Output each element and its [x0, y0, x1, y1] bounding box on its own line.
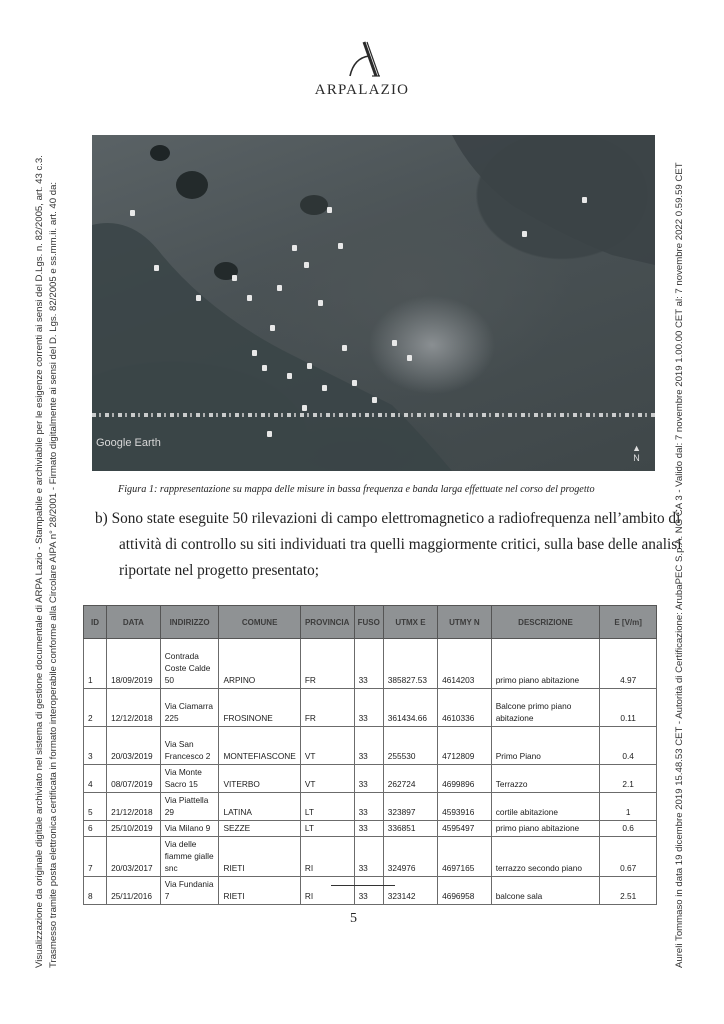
col-header-fuso: FUSO — [354, 606, 383, 639]
cell-descrizione: Primo Piano — [491, 727, 600, 765]
logo-a-icon — [342, 40, 382, 80]
measurement-pin — [392, 340, 397, 346]
measurement-pin — [292, 245, 297, 251]
table-row — [84, 727, 657, 765]
scan-artifact-stripe — [92, 413, 655, 417]
cell-provincia: FR — [300, 639, 354, 689]
cell-id: 3 — [84, 727, 107, 765]
cell-provincia: RI — [300, 877, 354, 905]
cell-id: 4 — [84, 765, 107, 793]
cell-comune: LATINA — [219, 793, 300, 821]
cell-e-field: 4.97 — [600, 639, 657, 689]
cell-id: 7 — [84, 837, 107, 877]
logo-name: ARPALAZIO — [314, 82, 410, 98]
cell-utmx: 324976 — [383, 837, 437, 877]
measurement-pin — [247, 295, 252, 301]
cell-data: 12/12/2018 — [107, 689, 161, 727]
measurement-pin — [352, 380, 357, 386]
measurements-table — [83, 605, 657, 905]
cell-e-field: 0.4 — [600, 727, 657, 765]
cell-utmx: 262724 — [383, 765, 437, 793]
cell-comune: SEZZE — [219, 821, 300, 837]
cell-data: 20/03/2019 — [107, 727, 161, 765]
measurement-pin — [196, 295, 201, 301]
col-header-comune: COMUNE — [219, 606, 300, 639]
cell-comune: VITERBO — [219, 765, 300, 793]
cell-provincia: VT — [300, 727, 354, 765]
north-indicator — [632, 443, 641, 463]
cell-id: 5 — [84, 793, 107, 821]
paragraph-line-3: riportate nel progetto presentato; — [119, 562, 320, 579]
measurement-pin — [338, 243, 343, 249]
cell-indirizzo: Via delle fiamme gialle snc — [160, 837, 219, 877]
table-row — [84, 765, 657, 793]
col-header-indirizzo: INDIRIZZO — [160, 606, 219, 639]
coastline-shape — [92, 135, 655, 471]
table-row — [84, 877, 657, 905]
table-row — [84, 793, 657, 821]
cell-utmy: 4595497 — [438, 821, 492, 837]
cell-provincia: LT — [300, 821, 354, 837]
measurement-pin — [372, 397, 377, 403]
table-header-row — [84, 606, 657, 639]
cell-comune: ARPINO — [219, 639, 300, 689]
cell-fuso: 33 — [354, 793, 383, 821]
col-header-utmy: UTMY N — [438, 606, 492, 639]
measurement-pin — [327, 207, 332, 213]
measurement-pin — [522, 231, 527, 237]
cell-provincia: VT — [300, 765, 354, 793]
measurement-pin — [287, 373, 292, 379]
cell-descrizione: cortile abitazione — [491, 793, 600, 821]
cell-e-field: 2.1 — [600, 765, 657, 793]
digital-signature-line: Aureli Tommaso in data 19 dicembre 2019 15.48.53 CET - Autorità di Certificazione: ArubaPEC S.p.A. NG CA 3 - Valido dal: 7 novembre 2019 1.00.00 CET al: 7 novembre 2022 0.59.59 CET — [674, 162, 685, 968]
north-arrow-icon: ▲ — [632, 443, 641, 453]
measurement-pin — [307, 363, 312, 369]
cell-provincia: RI — [300, 837, 354, 877]
paragraph-line-1: b) Sono state eseguite 50 rilevazioni di campo elettromagnetico a radiofrequenza nell’ambito di — [95, 510, 681, 527]
page-number: 5 — [350, 911, 357, 926]
cell-utmy: 4614203 — [438, 639, 492, 689]
archive-notice-line-1: Visualizzazione da originale digitale archiviato nel sistema di gestione documentale di ARPA Lazio - Stampabile e archiviabile per le esigenze correnti ai sensi del D.Lgs. n. 82/2005, art. 43 c.3. — [34, 155, 45, 968]
measurement-pin — [582, 197, 587, 203]
cell-utmx: 323897 — [383, 793, 437, 821]
cell-utmx: 323142 — [383, 877, 437, 905]
table-row — [84, 837, 657, 877]
cell-e-field: 2.51 — [600, 877, 657, 905]
north-label: N — [633, 453, 640, 463]
measurement-pin — [322, 385, 327, 391]
cell-indirizzo: Via Milano 9 — [160, 821, 219, 837]
archive-notice-line-2: Trasmesso tramite posta elettronica certificata in formato interoperabile conforme alla Circolare AIPA n° 28/2001 - Firmato digitalmente ai sensi del D. Lgs. 82/2005 e ss.mm.ii. art. 40 da: — [48, 181, 59, 968]
cell-e-field: 1 — [600, 793, 657, 821]
cell-utmy: 4696958 — [438, 877, 492, 905]
cell-provincia: LT — [300, 793, 354, 821]
measurement-pin — [342, 345, 347, 351]
cell-provincia: FR — [300, 689, 354, 727]
cell-fuso: 33 — [354, 765, 383, 793]
cell-data: 08/07/2019 — [107, 765, 161, 793]
measurement-pin — [302, 405, 307, 411]
cell-e-field: 0.6 — [600, 821, 657, 837]
col-header-id: ID — [84, 606, 107, 639]
body-paragraph-b — [95, 506, 682, 584]
measurement-pin — [252, 350, 257, 356]
cell-indirizzo: Contrada Coste Calde 50 — [160, 639, 219, 689]
col-header-utmx: UTMX E — [383, 606, 437, 639]
footer-divider — [331, 885, 395, 886]
cell-comune: RIETI — [219, 837, 300, 877]
cell-descrizione: Balcone primo piano abitazione — [491, 689, 600, 727]
cell-utmy: 4697165 — [438, 837, 492, 877]
measurement-pin — [304, 262, 309, 268]
cell-indirizzo: Via Fundania 7 — [160, 877, 219, 905]
cell-fuso: 33 — [354, 689, 383, 727]
table-row — [84, 639, 657, 689]
left-margin-stamp — [34, 0, 74, 1024]
cell-id: 8 — [84, 877, 107, 905]
measurement-pin — [277, 285, 282, 291]
cell-utmx: 361434.66 — [383, 689, 437, 727]
col-header-provincia: PROVINCIA — [300, 606, 354, 639]
cell-indirizzo: Via Ciamarra 225 — [160, 689, 219, 727]
measurement-pin — [154, 265, 159, 271]
cell-comune: FROSINONE — [219, 689, 300, 727]
cell-fuso: 33 — [354, 837, 383, 877]
table-row — [84, 689, 657, 727]
measurement-pin — [267, 431, 272, 437]
measurement-pin — [270, 325, 275, 331]
cell-descrizione: primo piano abitazione — [491, 639, 600, 689]
cell-comune: MONTEFIASCONE — [219, 727, 300, 765]
satellite-map-figure — [92, 135, 655, 471]
cell-descrizione: Terrazzo — [491, 765, 600, 793]
col-header-e-field: E [V/m] — [600, 606, 657, 639]
cell-utmy: 4593916 — [438, 793, 492, 821]
col-header-data: DATA — [107, 606, 161, 639]
cell-descrizione: terrazzo secondo piano — [491, 837, 600, 877]
measurement-pin — [130, 210, 135, 216]
cell-e-field: 0.67 — [600, 837, 657, 877]
arpa-lazio-logo — [300, 40, 424, 99]
col-header-descrizione: DESCRIZIONE — [491, 606, 600, 639]
cell-utmy: 4712809 — [438, 727, 492, 765]
cell-utmy: 4699896 — [438, 765, 492, 793]
figure-caption: Figura 1: rappresentazione su mappa delle misure in bassa frequenza e banda larga effettuate nel corso del progetto — [118, 484, 595, 495]
measurement-pin — [262, 365, 267, 371]
cell-data: 18/09/2019 — [107, 639, 161, 689]
cell-id: 6 — [84, 821, 107, 837]
table-row — [84, 821, 657, 837]
cell-indirizzo: Via Piattella 29 — [160, 793, 219, 821]
cell-indirizzo: Via Monte Sacro 15 — [160, 765, 219, 793]
cell-id: 2 — [84, 689, 107, 727]
cell-descrizione: balcone sala — [491, 877, 600, 905]
cell-utmy: 4610336 — [438, 689, 492, 727]
google-earth-watermark: Google Earth — [96, 437, 161, 449]
cell-e-field: 0.11 — [600, 689, 657, 727]
cell-indirizzo: Via San Francesco 2 — [160, 727, 219, 765]
cell-fuso: 33 — [354, 727, 383, 765]
measurement-pin — [232, 275, 237, 281]
paragraph-line-2: attività di controllo su siti individuati tra quelli maggiormente critici, sulla base delle analisi — [119, 536, 682, 553]
measurement-pin — [407, 355, 412, 361]
cell-utmx: 336851 — [383, 821, 437, 837]
cell-fuso: 33 — [354, 821, 383, 837]
cell-utmx: 255530 — [383, 727, 437, 765]
cell-data: 25/10/2019 — [107, 821, 161, 837]
cell-id: 1 — [84, 639, 107, 689]
cell-data: 25/11/2016 — [107, 877, 161, 905]
cell-fuso: 33 — [354, 877, 383, 905]
cell-descrizione: primo piano abitazione — [491, 821, 600, 837]
cell-fuso: 33 — [354, 639, 383, 689]
cell-data: 21/12/2018 — [107, 793, 161, 821]
cell-utmx: 385827.53 — [383, 639, 437, 689]
measurement-pin — [318, 300, 323, 306]
cell-comune: RIETI — [219, 877, 300, 905]
cell-data: 20/03/2017 — [107, 837, 161, 877]
